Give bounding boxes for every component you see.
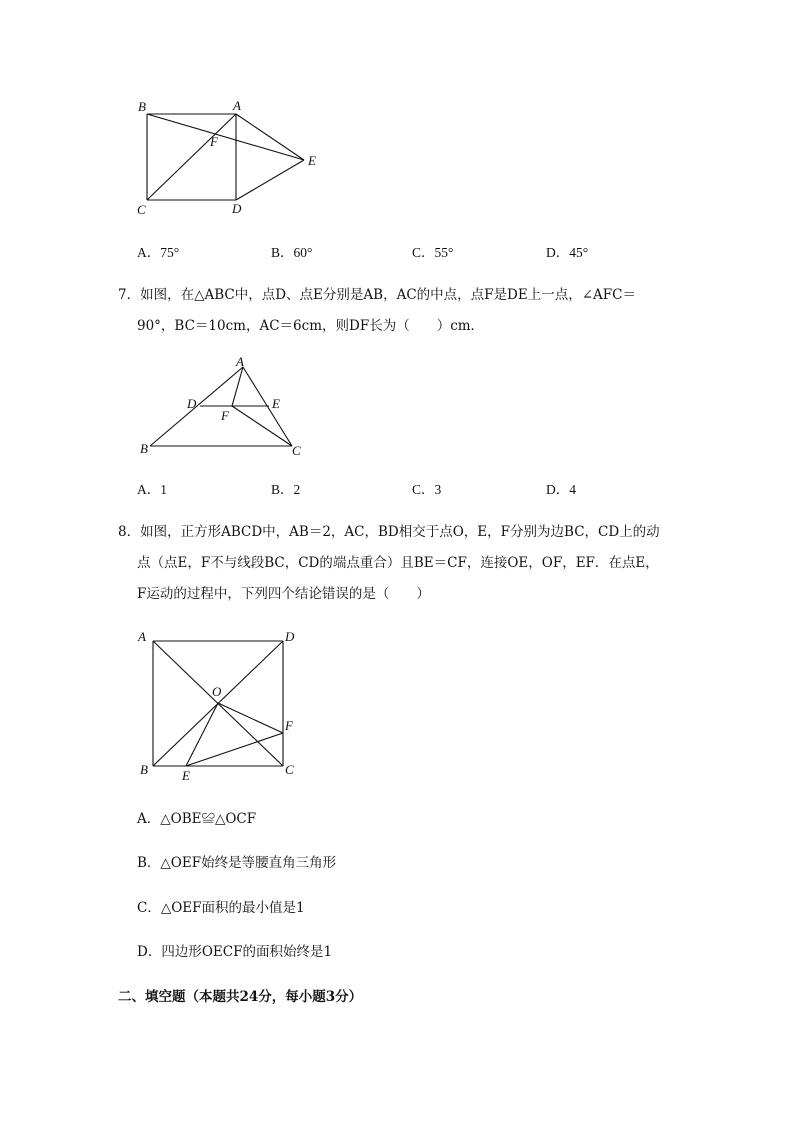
q7-option-a[interactable]: A．1 [137, 482, 167, 497]
q8-label-B: B [140, 762, 148, 777]
q8-label-A: A [138, 629, 146, 644]
q7-stem-line1: 7．如图，在△ABC中，点D、点E分别是AB，AC的中点，点F是DE上一点，∠AFC＝ [118, 287, 636, 303]
q6-option-b[interactable]: B．60° [271, 245, 313, 260]
q8-stem-line1: 8．如图，正方形ABCD中，AB＝2，AC，BD相交于点O，E，F分别为边BC，CD上的动 [118, 524, 660, 540]
q7-option-c[interactable]: C．3 [412, 482, 442, 497]
q7-label-E: E [272, 396, 280, 411]
q6-option-c[interactable]: C．55° [412, 245, 454, 260]
q6-label-B: B [138, 99, 146, 114]
q7-label-C: C [292, 443, 301, 458]
q8-label-O: O [212, 684, 222, 699]
q6-label-D: D [232, 201, 242, 216]
q7-option-b[interactable]: B．2 [271, 482, 301, 497]
q8-stem-line3: F运动的过程中，下列四个结论错误的是（ ） [137, 586, 430, 602]
q6-label-E: E [308, 153, 316, 168]
q7-label-A: A [236, 354, 244, 369]
q7-option-d[interactable]: D．4 [546, 482, 576, 497]
q6-option-d[interactable]: D．45° [546, 245, 589, 260]
q7-label-D: D [187, 396, 197, 411]
q8-option-a[interactable]: A．△OBE≌△OCF [137, 811, 257, 827]
q6-label-A: A [233, 98, 241, 113]
q6-label-F: F [210, 134, 218, 149]
q6-label-C: C [137, 202, 146, 217]
q8-stem-line2: 点（点E，F不与线段BC，CD的端点重合）且BE＝CF，连接OE，OF，EF．在点E， [137, 555, 659, 571]
q8-figure [130, 625, 310, 785]
q8-label-D: D [285, 629, 295, 644]
q6-figure [130, 95, 330, 220]
q6-option-a[interactable]: A．75° [137, 245, 180, 260]
q7-label-F: F [221, 408, 229, 423]
section-heading-fill-in: 二、填空题（本题共24分，每小题3分） [118, 989, 363, 1005]
q7-label-B: B [140, 441, 148, 456]
q8-option-b[interactable]: B．△OEF始终是等腰直角三角形 [137, 855, 337, 871]
q7-stem-line2: 90°，BC＝10cm，AC＝6cm，则DF长为（ ）cm． [137, 318, 485, 334]
q8-label-F: F [285, 718, 293, 733]
q8-option-d[interactable]: D．四边形OECF的面积始终是1 [137, 944, 333, 960]
q8-label-C: C [285, 762, 294, 777]
q7-figure [130, 350, 310, 460]
q8-option-c[interactable]: C．△OEF面积的最小值是1 [137, 900, 305, 916]
q8-label-E: E [182, 768, 190, 783]
